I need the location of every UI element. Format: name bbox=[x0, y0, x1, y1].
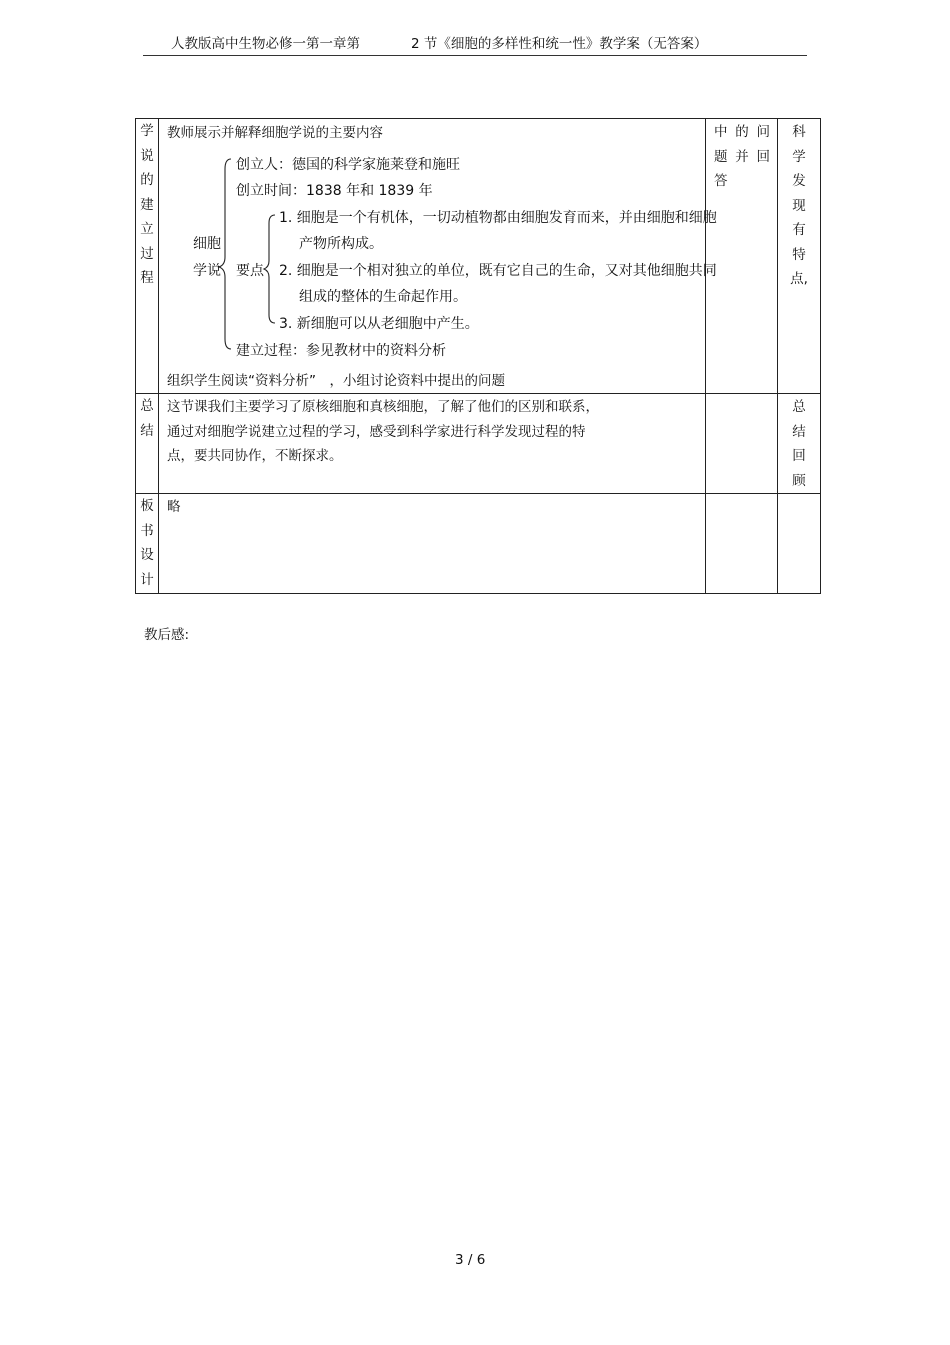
row-label-board bbox=[136, 494, 159, 594]
page-number: 3 / 6 bbox=[455, 1252, 486, 1268]
summary-line: 这节课我们主要学习了原核细胞和真核细胞，了解了他们的区别和联系， bbox=[167, 399, 599, 415]
label-char: 学 bbox=[140, 123, 154, 139]
table-row-board-design bbox=[136, 494, 821, 594]
label-char: 建 bbox=[140, 196, 154, 213]
row-label-summary bbox=[136, 394, 159, 494]
point-1-line-2: 产物所构成。 bbox=[299, 236, 383, 252]
point-2-line-2: 组成的整体的生命起作用。 bbox=[299, 289, 467, 305]
purpose-char: 结 bbox=[792, 423, 806, 440]
summary-line: 通过对细胞学说建立过程的学习，感受到科学家进行科学发现过程的特 bbox=[167, 423, 586, 440]
label-char: 的 bbox=[140, 172, 154, 188]
lesson-plan-table bbox=[135, 118, 821, 594]
teacher-activity-cell bbox=[159, 119, 717, 394]
summary-purpose-cell bbox=[778, 394, 821, 494]
board-design-text: 略 bbox=[167, 499, 181, 515]
purpose-char: 顾 bbox=[792, 472, 806, 489]
time-text: 创立时间：1838 年和 1839 年 bbox=[236, 183, 433, 199]
purpose-char: 点, bbox=[790, 271, 808, 287]
purpose-char: 总 bbox=[792, 399, 806, 415]
purpose-char: 发 bbox=[792, 173, 806, 189]
purpose-char: 有 bbox=[792, 222, 806, 238]
header-title-left: 人教版高中生物必修一第一章第 bbox=[171, 36, 360, 52]
points-label: 要点 bbox=[236, 263, 264, 279]
summary-line: 点，要共同协作，不断探求。 bbox=[167, 448, 343, 464]
diagram-root-line1: 细胞 bbox=[193, 236, 221, 252]
label-char: 过 bbox=[140, 245, 154, 262]
label-char: 板 bbox=[140, 498, 154, 514]
summary-cell bbox=[159, 394, 706, 494]
point-1-line-1: 1. 细胞是一个有机体，一切动植物都由细胞发育而来，并由细胞和细胞 bbox=[279, 210, 717, 226]
point-2-line-1: 2. 细胞是一个相对独立的单位，既有它自己的生命，又对其他细胞共同 bbox=[279, 263, 717, 279]
summary-text bbox=[159, 394, 705, 469]
purpose-cell bbox=[778, 119, 821, 394]
diagram-root-line2: 学说 bbox=[193, 263, 221, 279]
label-char: 总 bbox=[140, 398, 154, 414]
board-design-cell bbox=[159, 494, 706, 594]
table-row-summary bbox=[136, 394, 821, 494]
row-label-theory bbox=[136, 119, 159, 394]
label-char: 立 bbox=[140, 221, 154, 237]
purpose-char: 特 bbox=[792, 246, 806, 263]
student-activity-text: 中的问题并回答 bbox=[714, 124, 773, 189]
label-char: 结 bbox=[140, 422, 154, 439]
purpose-char: 科 bbox=[792, 124, 806, 140]
label-char: 说 bbox=[140, 147, 154, 164]
board-purpose-cell bbox=[778, 494, 821, 594]
summary-purpose-text bbox=[778, 394, 820, 493]
cell-theory-diagram bbox=[159, 119, 717, 394]
label-char: 计 bbox=[140, 571, 154, 588]
page-header bbox=[143, 35, 807, 56]
intro-text: 教师展示并解释细胞学说的主要内容 bbox=[167, 125, 383, 141]
header-title-right: 2 节《细胞的多样性和统一性》教学案（无答案） bbox=[411, 36, 708, 52]
purpose-char: 学 bbox=[792, 148, 806, 165]
purpose-char: 回 bbox=[792, 448, 806, 464]
reflection-label: 教后感: bbox=[144, 627, 190, 643]
board-student-cell bbox=[706, 494, 778, 594]
founder-text: 创立人：德国的科学家施莱登和施旺 bbox=[236, 157, 460, 173]
summary-student-cell bbox=[706, 394, 778, 494]
student-activity-cell bbox=[706, 119, 778, 394]
label-char: 设 bbox=[140, 547, 154, 563]
purpose-char: 现 bbox=[792, 197, 806, 214]
label-char: 书 bbox=[140, 522, 154, 539]
process-text: 建立过程：参见教材中的资料分析 bbox=[236, 343, 446, 359]
point-3: 3. 新细胞可以从老细胞中产生。 bbox=[279, 316, 479, 332]
label-char: 程 bbox=[140, 270, 154, 286]
activity-text: 组织学生阅读“资料分析” ，小组讨论资料中提出的问题 bbox=[167, 373, 505, 389]
purpose-text bbox=[778, 119, 820, 292]
table-row-theory-establishment bbox=[136, 119, 821, 394]
